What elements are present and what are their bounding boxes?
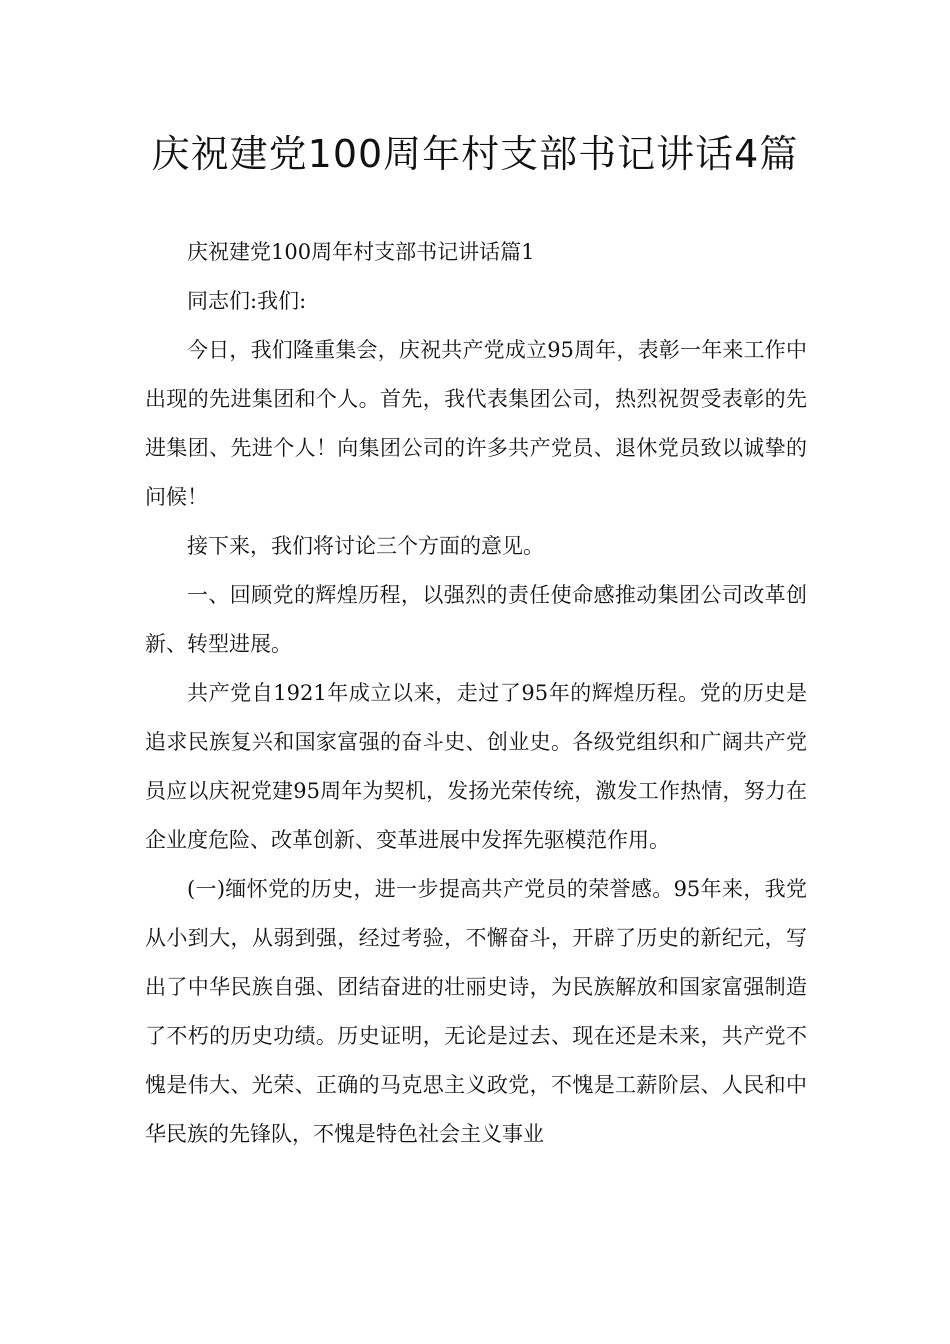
section-heading: 庆祝建党100周年村支部书记讲话篇1: [187, 240, 535, 264]
paragraph: 一、回顾党的辉煌历程，以强烈的责任使命感推动集团公司改革创新、转型进展。: [145, 583, 807, 656]
paragraph: 接下来，我们将讨论三个方面的意见。: [187, 534, 544, 558]
paragraph: (一)缅怀党的历史，进一步提高共产党员的荣誉感。95年来，我党从小到大，从弱到强，经过考验，不懈奋斗，开辟了历史的新纪元，写出了中华民族自强、团结奋进的壮丽史诗，为民族解放和国家富强制造了不朽的历史功绩。历史证明，无论是过去、现在还是未来，共产党不愧是伟大、光荣、正确的马克思主义政党，不愧是工薪阶层、人民和中华民族的先锋队，不愧是特色社会主义事业: [145, 877, 807, 1146]
paragraph: 共产党自1921年成立以来，走过了95年的辉煌历程。党的历史是追求民族复兴和国家富强的奋斗史、创业史。各级党组织和广阔共产党员应以庆祝党建95周年为契机，发扬光荣传统，激发工作热情，努力在企业度危险、改革创新、变革进展中发挥先驱模范作用。: [145, 681, 807, 852]
document-body: [145, 228, 807, 1159]
document-title: 庆祝建党100周年村支部书记讲话4篇: [151, 132, 799, 176]
salutation: 同志们:我们:: [187, 289, 307, 313]
paragraph: 今日，我们隆重集会，庆祝共产党成立95周年，表彰一年来工作中出现的先进集团和个人。首先，我代表集团公司，热烈祝贺受表彰的先进集团、先进个人！向集团公司的许多共产党员、退休党员致以诚挚的问候！: [145, 338, 807, 509]
